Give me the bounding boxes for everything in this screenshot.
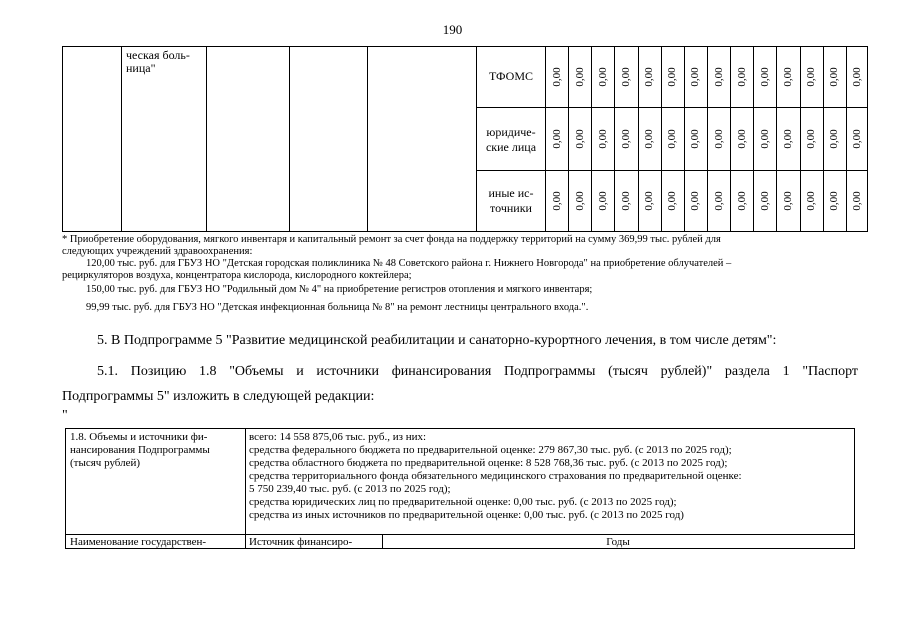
column-divider xyxy=(568,47,569,231)
column-divider xyxy=(206,47,207,231)
funding-value: 0,00 xyxy=(550,67,563,87)
funding-value: 0,00 xyxy=(689,67,702,87)
column-divider xyxy=(846,47,847,231)
footnote-line: 99,99 тыс. руб. для ГБУЗ НО "Детская инфекционная больница № 8" на ремонт лестницы центрального входа.". xyxy=(86,302,589,313)
column-divider xyxy=(121,47,122,231)
source-label-other-sources: иные ис- точники xyxy=(488,186,534,215)
funding-value: 0,00 xyxy=(666,191,679,211)
funding-value: 0,00 xyxy=(620,67,632,87)
funding-value: 0,00 xyxy=(758,129,771,149)
column-divider xyxy=(289,47,290,231)
column-divider xyxy=(661,47,662,231)
funding-value: 0,00 xyxy=(666,129,679,149)
column-divider xyxy=(707,47,708,231)
passport-financing-details: всего: 14 558 875,06 тыс. руб., из них: средства федерального бюджета по предварительной оценке: 279 867,30 тыс. руб. (с 2013 по 2025 год); средства областного бюджета по предварительной оценке: 8 528 768,36 тыс. руб. (с 2013 по 2025 год); средства территориального фонда обязательного медицинского страхования по предварительной оценке: 5 750 239,40 тыс. руб. (с 2013 по 2025 год); средства юридических лиц по предварительной оценке: 0,00 тыс. руб. (с 2013 по 2025 год); средства из иных источников по предварительной оценке: 0,00 тыс. руб. (с 2013 по 2025 год) xyxy=(249,431,742,521)
header-years: Годы xyxy=(606,536,630,548)
funding-value: 0,00 xyxy=(782,67,794,87)
footnote-line: 150,00 тыс. руб. для ГБУЗ НО "Родильный дом № 4" на приобретение регистров отопления и мягкого инвентаря; xyxy=(86,284,593,295)
funding-value: 0,00 xyxy=(620,129,632,149)
funding-value: 0,00 xyxy=(620,191,632,211)
column-divider xyxy=(591,47,592,231)
funding-value: 0,00 xyxy=(643,129,656,149)
column-divider xyxy=(753,47,754,231)
funding-value: 0,00 xyxy=(712,191,725,211)
funding-value: 0,00 xyxy=(735,191,748,211)
funding-value: 0,00 xyxy=(643,191,656,211)
funding-value: 0,00 xyxy=(550,191,563,211)
column-divider xyxy=(638,47,639,231)
opening-quote: " xyxy=(62,408,68,423)
header-state-program-name: Наименование государствен- xyxy=(70,536,207,548)
funding-value: 0,00 xyxy=(758,67,771,87)
funding-value: 0,00 xyxy=(596,191,609,211)
paragraph-5: 5. В Подпрограмме 5 "Развитие медицинской реабилитации и санаторно-курортного лечения, в том числе детям": xyxy=(97,333,777,348)
column-divider xyxy=(245,429,246,548)
hospital-name-line: ница" xyxy=(126,61,156,75)
paragraph-5-1-line: 5.1. Позицию 1.8 "Объемы и источники финансирования Подпрограммы (тысяч рублей)" раздела 1 "Паспорт xyxy=(97,364,858,379)
funding-value: 0,00 xyxy=(828,67,841,87)
row-divider xyxy=(66,534,854,535)
funding-value: 0,00 xyxy=(758,191,771,211)
source-label-legal-entities: юридиче- ские лица xyxy=(485,125,537,154)
funding-value: 0,00 xyxy=(805,129,818,149)
funding-value: 0,00 xyxy=(712,129,725,149)
funding-value: 0,00 xyxy=(550,129,563,149)
funding-value: 0,00 xyxy=(689,191,702,211)
footnote-line: следующих учреждений здравоохранения: xyxy=(62,246,253,257)
funding-value: 0,00 xyxy=(851,67,864,87)
funding-value: 0,00 xyxy=(782,129,794,149)
row-divider xyxy=(476,170,867,171)
funding-value: 0,00 xyxy=(782,191,794,211)
funding-value: 0,00 xyxy=(666,67,679,87)
funding-value: 0,00 xyxy=(735,67,748,87)
column-divider xyxy=(800,47,801,231)
funding-value: 0,00 xyxy=(596,67,609,87)
funding-value: 0,00 xyxy=(573,67,586,87)
column-divider xyxy=(823,47,824,231)
paragraph-5-1-line: Подпрограммы 5" изложить в следующей редакции: xyxy=(62,389,375,404)
funding-value: 0,00 xyxy=(828,191,841,211)
page-number: 190 xyxy=(442,22,463,37)
footnote-line: 120,00 тыс. руб. для ГБУЗ НО "Детская городская поликлиника № 48 Советского района г. Нижнего Новгорода" на приобретение облучателей – xyxy=(86,258,732,269)
source-label-tfoms: ТФОМС xyxy=(488,69,534,83)
footnote-line: рециркуляторов воздуха, концентратора кислорода, кислородного коктейлера; xyxy=(62,270,412,281)
funding-value: 0,00 xyxy=(805,191,818,211)
funding-value: 0,00 xyxy=(573,191,586,211)
passport-item-label: 1.8. Объемы и источники фи- нансирования Подпрограммы (тысяч рублей) xyxy=(70,431,210,469)
funding-value: 0,00 xyxy=(643,67,656,87)
column-divider xyxy=(614,47,615,231)
footnote-line: * Приобретение оборудования, мягкого инвентаря и капитальный ремонт за счет фонда на поддержку территорий на сумму 369,99 тыс. рублей для xyxy=(62,234,721,245)
column-divider xyxy=(684,47,685,231)
hospital-name-cell xyxy=(126,49,190,75)
column-divider xyxy=(776,47,777,231)
funding-value: 0,00 xyxy=(828,129,841,149)
funding-value: 0,00 xyxy=(596,129,609,149)
passport-table xyxy=(65,428,855,549)
row-divider xyxy=(476,107,867,108)
funding-value: 0,00 xyxy=(689,129,702,149)
funding-value: 0,00 xyxy=(735,129,748,149)
column-divider xyxy=(730,47,731,231)
funding-value: 0,00 xyxy=(851,191,864,211)
funding-value: 0,00 xyxy=(712,67,725,87)
funding-value: 0,00 xyxy=(851,129,864,149)
funding-value: 0,00 xyxy=(805,67,818,87)
funding-value: 0,00 xyxy=(573,129,586,149)
financing-table xyxy=(62,46,868,232)
column-divider xyxy=(367,47,368,231)
header-financing-source: Источник финансиро- xyxy=(249,536,353,548)
hospital-name-line: ческая боль- xyxy=(126,48,190,62)
